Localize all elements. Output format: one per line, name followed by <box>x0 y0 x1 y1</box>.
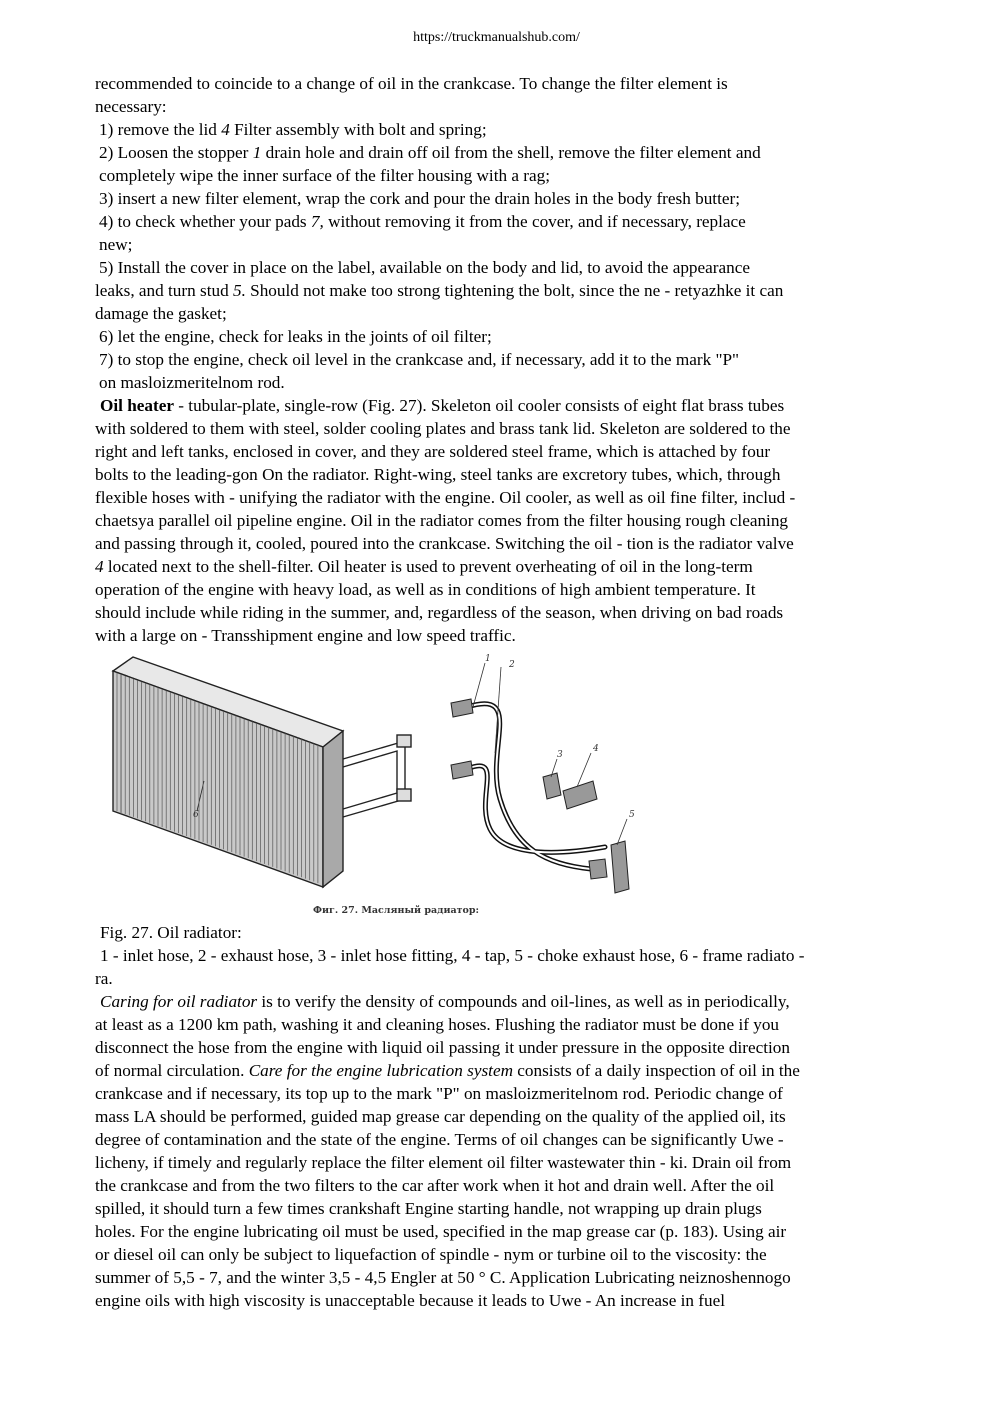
step-2: 2) Loosen the stopper 1 drain hole and drain off oil from the shell, remove the filter element and <box>99 143 761 162</box>
callout-3: 3 <box>557 750 563 760</box>
step-7: 7) to stop the engine, check oil level in the crankcase and, if necessary, add it to the mark "P" <box>99 350 740 369</box>
step-4-cont: new; <box>99 235 133 254</box>
figure-caption-russian: Фиг. 27. Масляный радиатор: <box>313 905 480 916</box>
text-line: the crankcase and from the two filters to the car after work when it hot and drain well. After the oil <box>95 1176 775 1195</box>
text-line: recommended to coincide to a change of oil in the crankcase. To change the filter element is <box>95 74 728 93</box>
text-line: with soldered to them with steel, solder cooling plates and brass tank lid. Skeleton are soldered to the <box>95 419 791 438</box>
text-line: should include while riding in the summer, and, regardless of the season, when driving on bad roads <box>95 603 784 622</box>
page-url-header: https://truckmanualshub.com/ <box>413 30 580 45</box>
callout-1: 1 <box>485 654 491 664</box>
text-line: disconnect the hose from the engine with liquid oil passing it under pressure in the opposite direction <box>95 1038 790 1057</box>
page-body <box>95 72 925 1312</box>
oil-heater-line-1: Oil heater - tubular-plate, single-row (Fig. 27). Skeleton oil cooler consists of eight flat brass tubes <box>100 396 785 415</box>
text-line: necessary: <box>95 97 167 116</box>
text-line: operation of the engine with heavy load, as well as in conditions of high ambient temperature. It <box>95 580 756 599</box>
step-7-cont: on masloizmeritelnom rod. <box>99 373 285 392</box>
lubrication-care-title: Care for the engine lubrication system <box>248 1061 513 1080</box>
oil-radiator-drawing <box>105 649 665 917</box>
step-5: 5) Install the cover in place on the label, available on the body and lid, to avoid the appearance <box>99 258 750 277</box>
text-line: engine oils with high viscosity is unacceptable because it leads to Uwe - An increase in fuel <box>95 1291 726 1310</box>
figure-legend-cont: ra. <box>95 969 113 988</box>
text-line: at least as a 1200 km path, washing it and cleaning hoses. Flushing the radiator must be done if you <box>95 1015 780 1034</box>
step-5-cont: leaks, and turn stud 5. Should not make too strong tightening the bolt, since the ne - retyazhke it can <box>95 281 784 300</box>
text-line: degree of contamination and the state of the engine. Terms of oil changes can be significantly Uwe - <box>95 1130 784 1149</box>
text-line: spilled, it should turn a few times crankshaft Engine starting handle, not wrapping up drain plugs <box>95 1199 762 1218</box>
text-line: chaetsya parallel oil pipeline engine. Oil in the radiator comes from the filter housing rough cleaning <box>95 511 789 530</box>
text-line: bolts to the leading-gon On the radiator. Right-wing, steel tanks are excretory tubes, which, through <box>95 465 781 484</box>
text-line: 4 located next to the shell-filter. Oil heater is used to prevent overheating of oil in the long-term <box>95 557 753 576</box>
text-line: or diesel oil can only be subject to liquefaction of spindle - nym or turbine oil to the viscosity: the <box>95 1245 767 1264</box>
callout-4: 4 <box>593 744 599 754</box>
care-title: Caring for oil radiator <box>100 992 258 1011</box>
step-6: 6) let the engine, check for leaks in the joints of oil filter; <box>99 327 492 346</box>
figure-caption: Fig. 27. Oil radiator: <box>100 923 242 942</box>
text-line: summer of 5,5 - 7, and the winter 3,5 - 4,5 Engler at 50 ° C. Application Lubricating neiznoshennogo <box>95 1268 791 1287</box>
callout-6: 6 <box>193 810 199 820</box>
callout-5: 5 <box>629 810 635 820</box>
step-2-cont: completely wipe the inner surface of the filter housing with a rag; <box>99 166 551 185</box>
text-line: with a large on - Transshipment engine and low speed traffic. <box>95 626 516 645</box>
step-3: 3) insert a new filter element, wrap the cork and pour the drain holes in the body fresh butter; <box>99 189 740 208</box>
text-line: and passing through it, cooled, poured into the crankcase. Switching the oil - tion is the radiator valve <box>95 534 794 553</box>
text-line: licheny, if timely and regularly replace the filter element oil filter wastewater thin - ki. Drain oil from <box>95 1153 792 1172</box>
step-4: 4) to check whether your pads 7, without removing it from the cover, and if necessary, replace <box>99 212 746 231</box>
step-5-cont2: damage the gasket; <box>95 304 227 323</box>
figure-legend: 1 - inlet hose, 2 - exhaust hose, 3 - inlet hose fitting, 4 - tap, 5 - choke exhaust hose, 6 - frame radiato - <box>100 946 805 965</box>
text-line: right and left tanks, enclosed in cover, and they are soldered steel frame, which is attached by four <box>95 442 771 461</box>
text-line: flexible hoses with - unifying the radiator with the engine. Oil cooler, as well as oil fine filter, includ - <box>95 488 796 507</box>
step-1: 1) remove the lid 4 Filter assembly with bolt and spring; <box>99 120 487 139</box>
oil-heater-title: Oil heater <box>100 396 174 415</box>
text-line: holes. For the engine lubricating oil must be used, specified in the map grease car (p. 183). Using air <box>95 1222 787 1241</box>
callout-2: 2 <box>509 660 515 670</box>
oil-radiator-figure <box>105 649 665 917</box>
text-line: mass LA should be performed, guided map grease car depending on the quality of the applied oil, its <box>95 1107 786 1126</box>
text-line: of normal circulation. Care for the engine lubrication system consists of a daily inspection of oil in the <box>95 1061 800 1080</box>
care-line-1: Caring for oil radiator is to verify the density of compounds and oil-lines, as well as in periodically, <box>100 992 790 1011</box>
text-line: crankcase and if necessary, its top up to the mark "P" on masloizmeritelnom rod. Periodic change of <box>95 1084 783 1103</box>
